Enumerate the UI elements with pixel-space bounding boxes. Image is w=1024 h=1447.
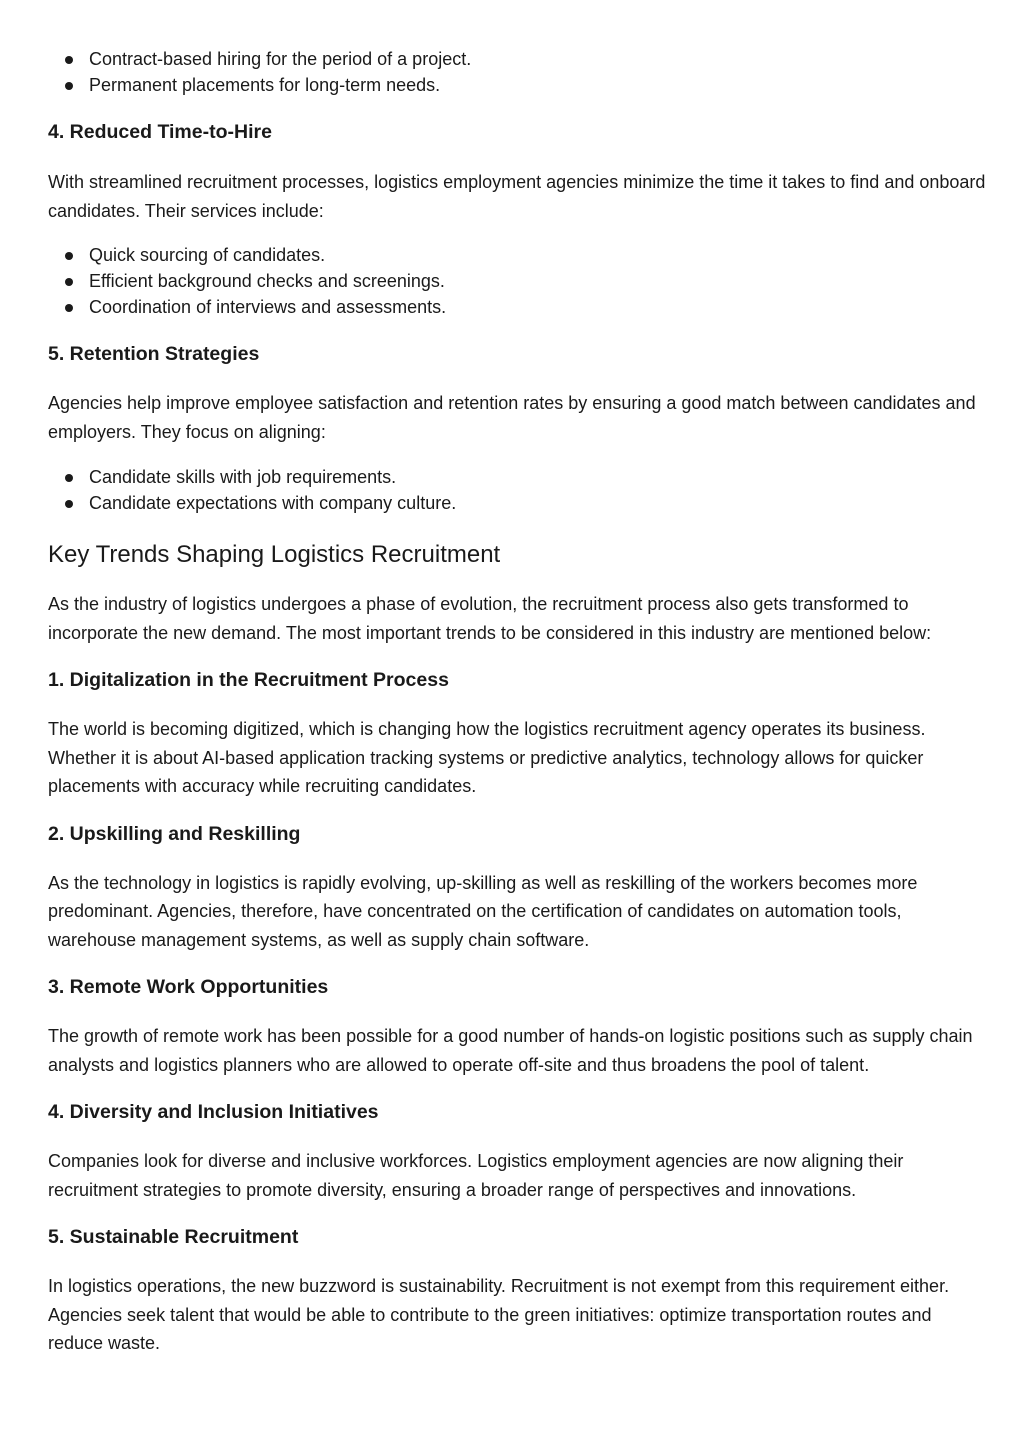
list-item: Efficient background checks and screenings. [48, 268, 988, 294]
paragraph-diversity: Companies look for diverse and inclusive workforces. Logistics employment agencies are now aligning their recruitment strategies to promote diversity, ensuring a broader range of perspectives and innovations. [48, 1151, 904, 1200]
list-item: Candidate skills with job requirements. [48, 464, 988, 490]
list-item: Permanent placements for long-term needs. [48, 72, 988, 98]
bullet-icon [65, 252, 73, 260]
bullet-icon [65, 82, 73, 90]
document-page [48, 46, 988, 1358]
list-item: Coordination of interviews and assessments. [48, 294, 988, 320]
section-title-key-trends: Key Trends Shaping Logistics Recruitment [48, 541, 501, 568]
reduced-time-list [48, 242, 988, 320]
section-heading-reduced-time: 4. Reduced Time-to-Hire [48, 121, 272, 143]
paragraph-retention: Agencies help improve employee satisfaction and retention rates by ensuring a good match between candidates and employers. They focus on aligning: [48, 393, 976, 442]
paragraph-digitalization: The world is becoming digitized, which is changing how the logistics recruitment agency operates its business. Whether it is about AI-based application tracking systems or predictive analytics, technology allows for quicker placements with accuracy while recruiting candidates. [48, 719, 926, 796]
paragraph-upskilling: As the technology in logistics is rapidly evolving, up-skilling as well as reskilling of the workers becomes more predominant. Agencies, therefore, have concentrated on the certification of candidates on automation tools, warehouse management systems, as well as supply chain software. [48, 872, 918, 950]
list-item: Contract-based hiring for the period of a project. [48, 46, 988, 72]
paragraph-remote-work: The growth of remote work has been possible for a good number of hands-on logistic positions such as supply chain analysts and logistics planners who are allowed to operate off-site and thus broadens the pool of talent. [48, 1026, 973, 1075]
retention-list [48, 464, 988, 516]
bullet-icon [65, 474, 73, 482]
section-heading-digitalization: 1. Digitalization in the Recruitment Process [48, 669, 449, 691]
list-item: Candidate expectations with company culture. [48, 490, 988, 516]
list-item: Quick sourcing of candidates. [48, 242, 988, 268]
paragraph-trends-intro: As the industry of logistics undergoes a phase of evolution, the recruitment process also gets transformed to incorporate the new demand. The most important trends to be considered in this industry are mentioned below: [48, 594, 932, 643]
hiring-options-list [48, 46, 988, 98]
section-heading-sustainable: 5. Sustainable Recruitment [48, 1226, 299, 1248]
paragraph-reduced-time: With streamlined recruitment processes, logistics employment agencies minimize the time it takes to find and onboard candidates. Their services include: [48, 172, 986, 221]
bullet-icon [65, 304, 73, 312]
section-heading-retention: 5. Retention Strategies [48, 343, 260, 365]
section-heading-diversity: 4. Diversity and Inclusion Initiatives [48, 1101, 379, 1123]
section-heading-remote-work: 3. Remote Work Opportunities [48, 976, 329, 998]
paragraph-sustainable: In logistics operations, the new buzzword is sustainability. Recruitment is not exempt from this requirement either. Agencies seek talent that would be able to contribute to the green initiatives: optimize transportation routes and reduce waste. [48, 1276, 950, 1353]
bullet-icon [65, 500, 73, 508]
bullet-icon [65, 56, 73, 64]
bullet-icon [65, 278, 73, 286]
section-heading-upskilling: 2. Upskilling and Reskilling [48, 822, 301, 845]
